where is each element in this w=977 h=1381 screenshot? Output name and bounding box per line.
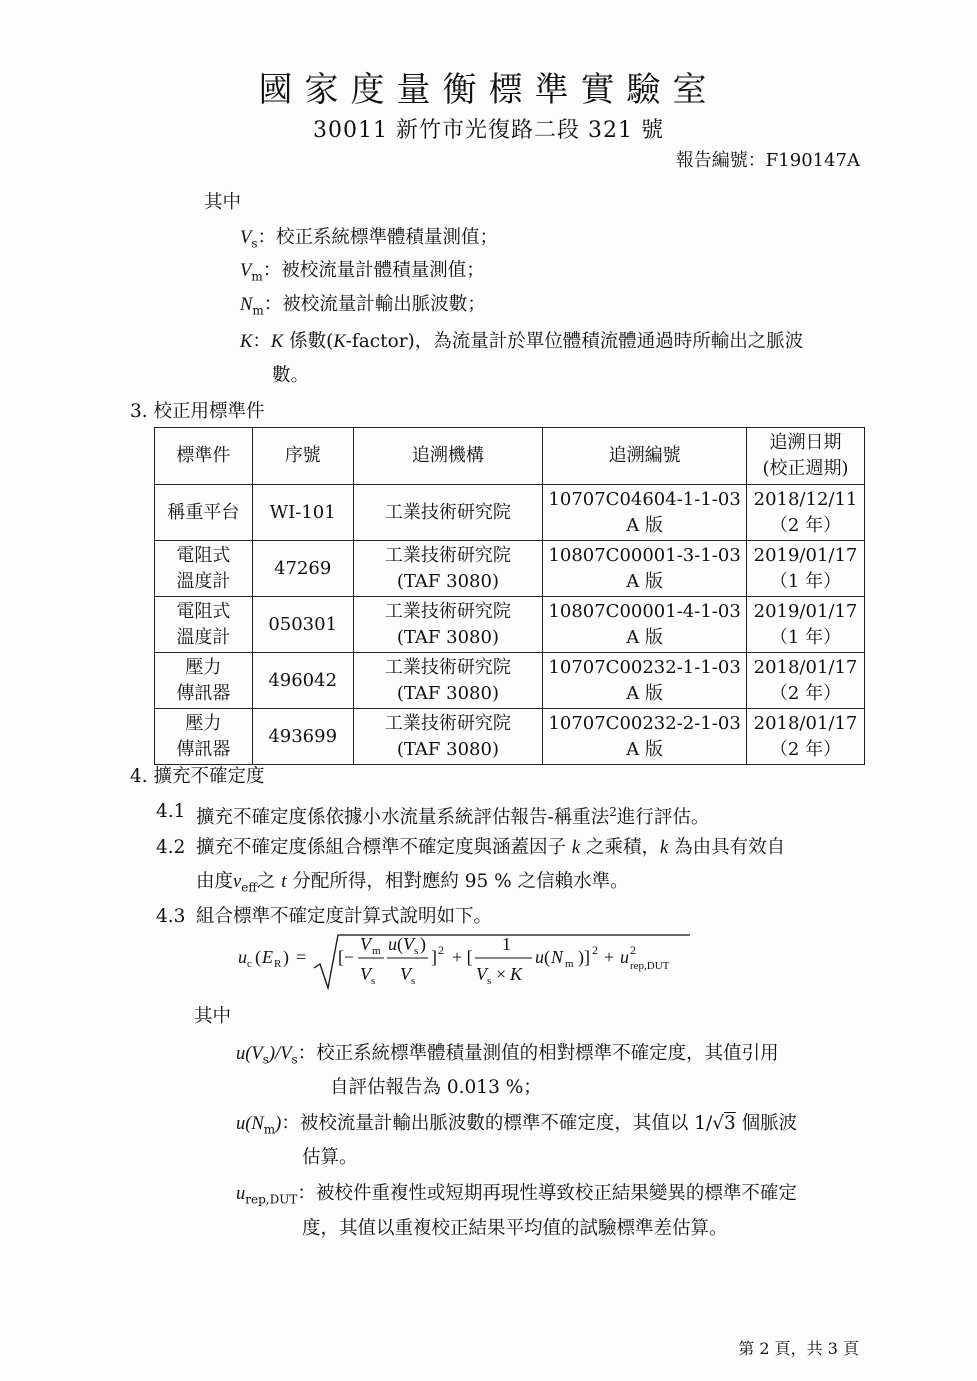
def-symbol: V — [240, 228, 252, 248]
def-symbol-sub: s — [251, 236, 258, 251]
cell-date: 2018/01/17 （2 年） — [747, 653, 865, 709]
svg-text:2: 2 — [438, 943, 444, 957]
cell-item: 電阻式 溫度計 — [155, 597, 253, 653]
where-label: 其中 — [204, 192, 242, 213]
svg-text:(: ( — [544, 947, 550, 967]
svg-text:[−: [− — [338, 947, 355, 967]
formula-u: u — [238, 947, 247, 967]
def-sep: ： — [252, 331, 271, 352]
def-u-rep: $u_{rep,DUT}$：被校件重複性或短期再現性導致校正結果變異的標準不確定 — [236, 1183, 797, 1207]
svg-text:N: N — [551, 947, 564, 967]
svg-text:s: s — [487, 975, 492, 987]
col-header-trace-no: 追溯編號 — [543, 428, 747, 485]
def-vs — [240, 225, 498, 257]
svg-text:V: V — [360, 934, 371, 954]
def-symbol-sub: m — [251, 269, 263, 284]
cell-trace-no: 10807C00001-4-1-03 A 版 — [543, 597, 747, 653]
formula-eq: = — [296, 947, 307, 967]
svg-text:1: 1 — [502, 934, 511, 954]
cell-item: 壓力 傳訊器 — [155, 709, 253, 765]
svg-text:s: s — [414, 945, 419, 957]
cell-date: 2018/01/17 （2 年） — [747, 709, 865, 765]
cell-trace-no: 10707C00232-2-1-03 A 版 — [543, 709, 747, 765]
cell-org: 工業技術研究院 (TAF 3080) — [353, 709, 543, 765]
section-4-heading: 4. 擴充不確定度 — [130, 766, 265, 787]
def-text: 係數( — [283, 331, 334, 352]
col-header-serial: 序號 — [252, 428, 353, 485]
para-4-3: 組合標準不確定度計算式說明如下。 — [196, 906, 493, 927]
where-label-2: 其中 — [194, 1006, 232, 1027]
report-number: 報告編號：F190147A — [675, 150, 860, 171]
def-text: ：被校流量計體積量測值； — [262, 260, 485, 281]
cell-trace-no: 10807C00001-3-1-03 A 版 — [543, 541, 747, 597]
cell-trace-no: 10707C00232-1-1-03 A 版 — [543, 653, 747, 709]
col-header-trace-date: 追溯日期 (校正週期) — [747, 428, 865, 485]
section-3-heading: 3. 校正用標準件 — [130, 401, 265, 422]
def-text: ：被校流量計輸出脈波數； — [263, 294, 486, 315]
table-row — [155, 653, 865, 709]
para-4-2-cont: 由度$\nu_{eff}$之 t 分配所得，相對應約 95 % 之信賴水準。 — [196, 871, 629, 895]
def-k-cont: 數。 — [272, 365, 310, 386]
cell-serial: 050301 — [252, 597, 353, 653]
def-symbol: K — [240, 332, 253, 352]
svg-text:u: u — [620, 947, 629, 967]
cell-serial: 493699 — [252, 709, 353, 765]
cell-serial: 47269 — [252, 541, 353, 597]
svg-text:2: 2 — [592, 943, 598, 957]
def-symbol: V — [240, 261, 252, 281]
para-4-1-number: 4.1 — [156, 801, 186, 822]
svg-text:(: ( — [255, 947, 261, 967]
svg-text:V: V — [476, 964, 487, 984]
svg-text:)]: )] — [578, 947, 590, 967]
cell-serial: 496042 — [252, 653, 353, 709]
cell-org: 工業技術研究院 (TAF 3080) — [353, 653, 543, 709]
svg-text:u: u — [535, 947, 544, 967]
def-vm — [240, 258, 485, 290]
def-symbol: K — [270, 332, 284, 352]
svg-text:+: + — [604, 947, 615, 967]
svg-text:V: V — [360, 964, 371, 984]
cell-item: 壓力 傳訊器 — [155, 653, 253, 709]
para-4-2: 擴充不確定度係組合標準不確定度與涵蓋因子 k 之乘積，k 為由具有效自 — [196, 837, 786, 858]
def-text: -factor)，為流量計於單位體積流體通過時所輸出之脈波 — [345, 331, 804, 352]
svg-text:V: V — [403, 934, 414, 954]
svg-text:(: ( — [397, 934, 403, 954]
svg-text:s: s — [411, 975, 416, 987]
col-header-item: 標準件 — [155, 428, 253, 485]
cell-item: 稱重平台 — [155, 485, 253, 541]
table-row — [155, 541, 865, 597]
cell-date: 2019/01/17 （1 年） — [747, 541, 865, 597]
para-4-1: 擴充不確定度係依據小水流量系統評估報告-稱重法$^2$進行評估。 — [196, 805, 710, 829]
def-nm — [240, 292, 486, 324]
def-k — [240, 329, 803, 355]
formula-e-sub: R — [274, 958, 282, 970]
lab-address: 30011 新竹市光復路二段 321 號 — [313, 118, 664, 143]
page-number: 第 2 頁，共 3 頁 — [738, 1339, 859, 1358]
table-row — [155, 485, 865, 541]
formula-e: E — [262, 947, 273, 967]
def-u-nm: $u(N_m)$：被校流量計輸出脈波數的標準不確定度，其值以 1/√3 個脈波 — [236, 1113, 798, 1137]
svg-text:V: V — [400, 964, 411, 984]
svg-text:m: m — [372, 945, 381, 957]
cell-item: 電阻式 溫度計 — [155, 541, 253, 597]
combined-uncertainty-formula — [238, 932, 708, 994]
formula-rep-sub: rep,DUT — [630, 960, 670, 972]
para-4-3-number: 4.3 — [156, 906, 186, 927]
table-header-row — [155, 428, 865, 485]
cell-date: 2019/01/17 （1 年） — [747, 597, 865, 653]
def-u-rep-cont: 度，其值以重複校正結果平均值的試驗標準差估算。 — [302, 1218, 728, 1239]
cell-org: 工業技術研究院 (TAF 3080) — [353, 597, 543, 653]
svg-text:u: u — [388, 934, 397, 954]
def-u-vs-cont: 自評估報告為 0.013 %； — [330, 1077, 542, 1098]
svg-text:]: ] — [431, 947, 437, 967]
cell-org: 工業技術研究院 — [353, 485, 543, 541]
svg-text:2: 2 — [630, 943, 636, 957]
svg-text:): ) — [420, 934, 426, 954]
svg-text:m: m — [565, 958, 574, 970]
def-text: ：校正系統標準體積量測值； — [257, 227, 498, 248]
def-symbol: N — [240, 295, 253, 315]
col-header-org: 追溯機構 — [353, 428, 543, 485]
svg-text:K: K — [510, 964, 523, 984]
standards-table — [154, 427, 865, 765]
para-4-2-number: 4.2 — [156, 837, 186, 858]
cell-org: 工業技術研究院 (TAF 3080) — [353, 541, 543, 597]
def-symbol: K — [333, 332, 346, 352]
def-u-nm-cont: 估算。 — [302, 1147, 358, 1168]
cell-date: 2018/12/11 （2 年） — [747, 485, 865, 541]
lab-title: 國家度量衡標準實驗室 — [258, 70, 719, 110]
def-symbol-sub: m — [252, 303, 264, 318]
table-row — [155, 597, 865, 653]
formula-u-sub: c — [247, 958, 252, 970]
svg-text:+ [: + [ — [452, 947, 473, 967]
def-u-vs: $u(V_s)/V_s$：校正系統標準體積量測值的相對標準不確定度，其值引用 — [236, 1043, 779, 1067]
svg-text:×: × — [496, 964, 507, 984]
svg-text:): ) — [283, 947, 289, 967]
table-row — [155, 709, 865, 765]
cell-serial: WI-101 — [252, 485, 353, 541]
cell-trace-no: 10707C04604-1-1-03 A 版 — [543, 485, 747, 541]
sqrt-icon: √ — [712, 1113, 724, 1134]
svg-text:s: s — [371, 975, 376, 987]
